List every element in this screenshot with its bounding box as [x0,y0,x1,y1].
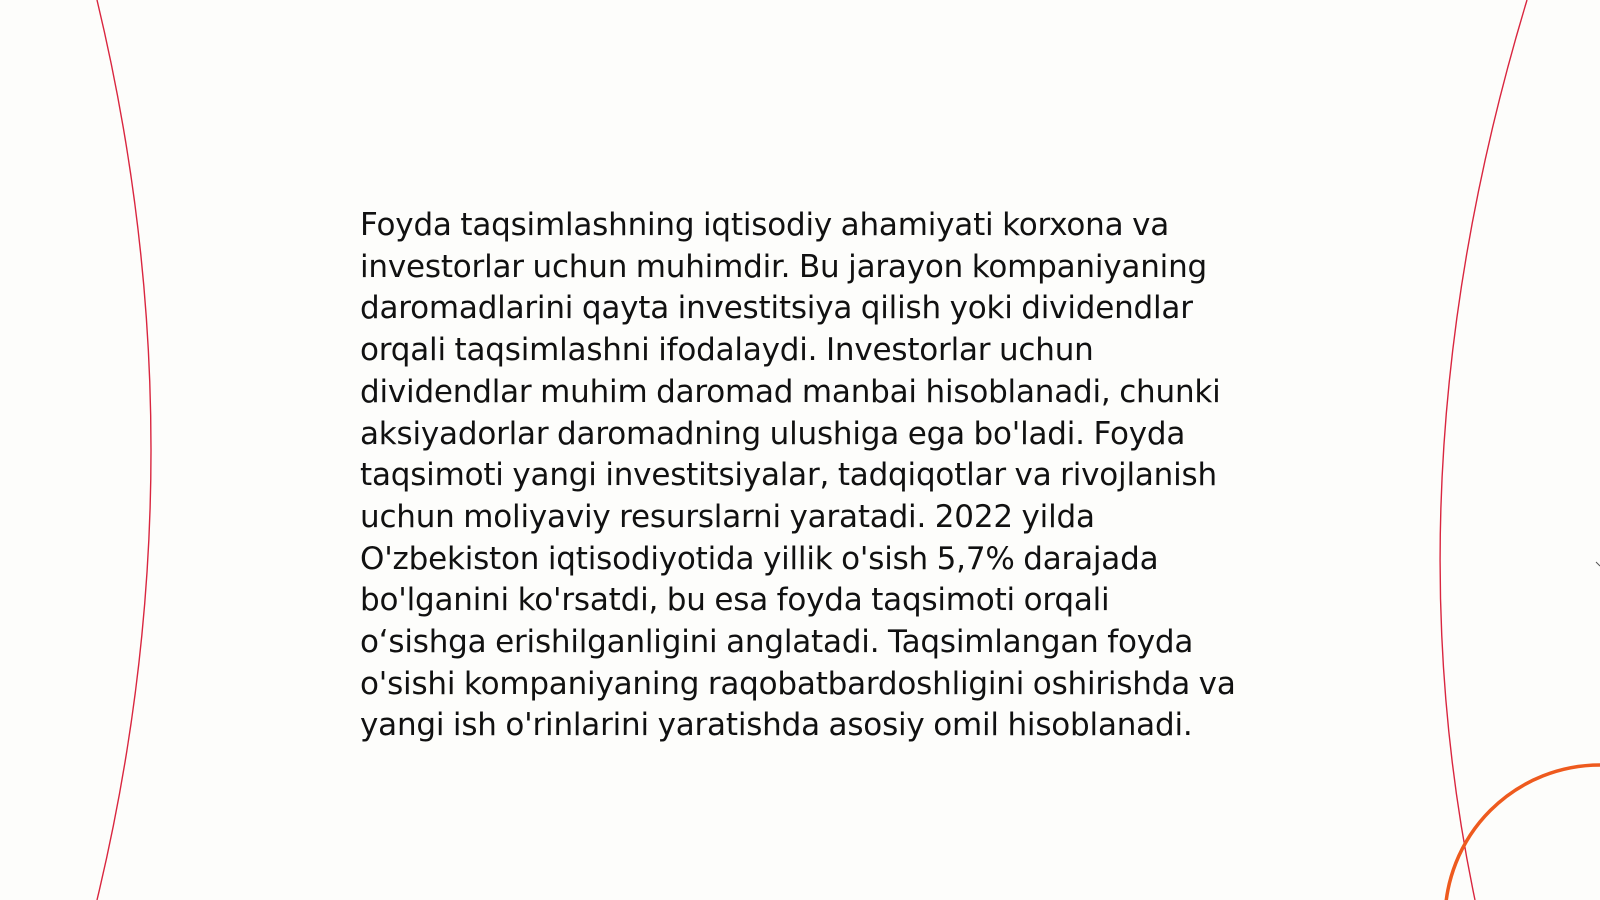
right-edge-tick [1596,562,1600,566]
right-arc-line [1440,0,1527,900]
body-paragraph: Foyda taqsimlashning iqtisodiy ahamiyati korxona va investorlar uchun muhimdir. Bu jarayon kompaniyaning daromadlarini qayta investitsiya qilish yoki dividendlar orqali taqsimlashni ifodalaydi. Investorlar uchun dividendlar muhim daromad manbai hisoblanadi, chunki aksiyadorlar daromadning ulushiga ega bo'ladi. Foyda taqsimoti yangi investitsiyalar, tadqiqotlar va rivojlanish uchun moliyaviy resurslarni yaratadi. 2022 yilda O'zbekiston iqtisodiyotida yillik o'sish 5,7% darajada bo'lganini ko'rsatdi, bu esa foyda taqsimoti orqali o‘sishga erishilganligini anglatadi. Taqsimlangan foyda o'sishi kompaniyaning raqobatbardoshligini oshirishda va yangi ish o'rinlarini yaratishda asosiy omil hisoblanadi. [360,207,1236,744]
left-arc-line [97,0,151,900]
accent-circle [1445,765,1600,900]
